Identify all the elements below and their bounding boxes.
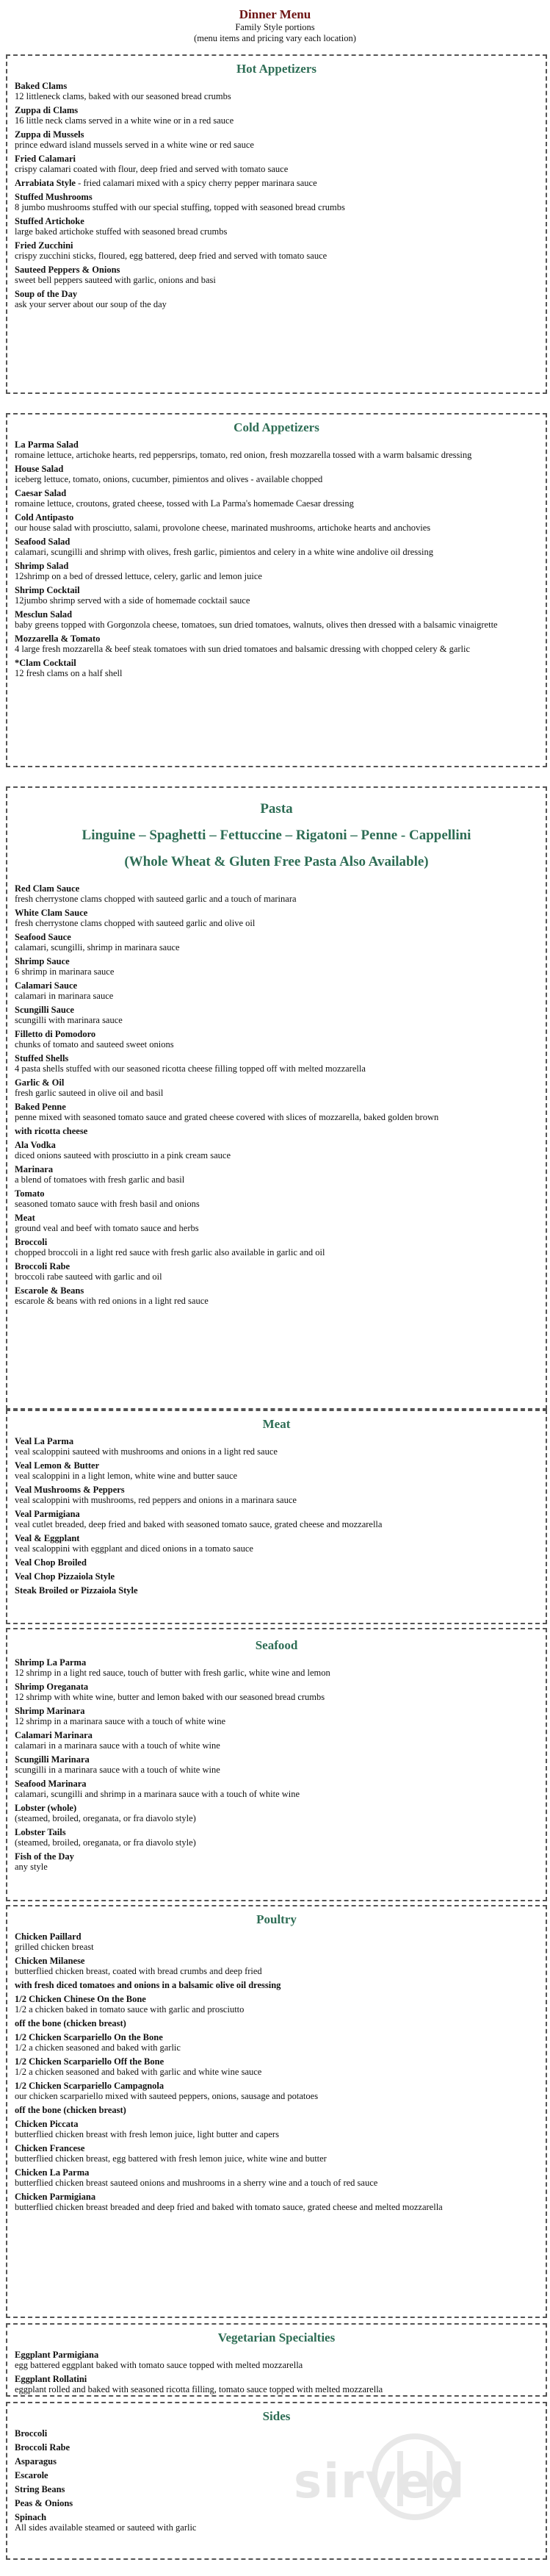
menu-item-description: scungilli in a marinara sauce with a touch of white wine (15, 1765, 220, 1775)
menu-item-description: 6 shrimp in marinara sauce (15, 966, 115, 977)
menu-item (15, 1261, 538, 1282)
menu-item-description: veal cutlet breaded, deep fried and baked with seasoned tomato sauce, grated cheese and mozzarella (15, 1519, 383, 1529)
section-title: Meat (262, 1417, 291, 1431)
menu-item-description: 12 littleneck clams, baked with our seasoned bread crumbs (15, 91, 231, 101)
menu-item-description: our chicken scarpariello mixed with sauteed peppers, onions, sausage and potatoes (15, 2091, 319, 2101)
menu-item (15, 2018, 538, 2028)
menu-item (15, 1213, 538, 1233)
menu-item-description: (steamed, broiled, oreganata, or fra diavolo style) (15, 1837, 196, 1848)
menu-item-name: Zuppa di Mussels (15, 129, 84, 140)
menu-item-name: Fried Zucchini (15, 240, 73, 251)
menu-item (15, 932, 538, 952)
menu-item (15, 1931, 538, 1952)
menu-item (15, 883, 538, 904)
menu-item-name: Chicken Piccata (15, 2119, 79, 2129)
menu-header (0, 0, 550, 54)
menu-item-name: Scungilli Sauce (15, 1005, 74, 1015)
section-meat (6, 1410, 547, 1624)
menu-item-name: Mozzarella & Tomato (15, 634, 101, 644)
section-title: Sides (262, 2409, 291, 2423)
menu-item (15, 1571, 538, 1582)
menu-item-name: Tomato (15, 1188, 45, 1199)
menu-item-name: Baked Penne (15, 1102, 66, 1112)
menu-item (15, 2119, 538, 2139)
menu-item-description: fresh cherrystone clams chopped with sauteed garlic and a touch of marinara (15, 894, 297, 904)
menu-item-description: calamari, scungilli and shrimp with olives, fresh garlic, pimientos and celery in a white wine andolive oil dressing (15, 547, 433, 557)
menu-item-description: 12 fresh clams on a half shell (15, 668, 123, 678)
menu-item-description: ask your server about our soup of the day (15, 299, 167, 309)
menu-item-name: Meat (15, 1213, 35, 1223)
menu-item-description: egg battered eggplant baked with tomato sauce topped with melted mozzarella (15, 2360, 303, 2370)
menu-item (15, 2167, 538, 2188)
section-title: Cold Appetizers (234, 420, 319, 434)
menu-item-description: a blend of tomatoes with fresh garlic and basil (15, 1174, 185, 1185)
menu-item (15, 585, 538, 606)
menu-item-description: All sides available steamed or sauteed with garlic (15, 2522, 197, 2533)
menu-item (15, 1682, 538, 1702)
pasta-types: Linguine – Spaghetti – Fettuccine – Rigatoni – Penne - Cappellini (82, 828, 471, 843)
menu-item-description: escarole & beans with red onions in a light red sauce (15, 1296, 209, 1306)
menu-item (15, 216, 538, 237)
menu-item (15, 1285, 538, 1306)
menu-item-description: (steamed, broiled, oreganata, or fra diavolo style) (15, 1813, 196, 1823)
menu-item (15, 1779, 538, 1799)
menu-item-description: seasoned tomato sauce with fresh basil and onions (15, 1199, 200, 1209)
menu-item-name: Broccoli Rabe (15, 2442, 70, 2453)
menu-item-name: Escarole & Beans (15, 1285, 84, 1296)
menu-item-description: butterflied chicken breast sauteed onions and mushrooms in a sherry wine and a touch of red sauce (15, 2178, 378, 2188)
section-title: Vegetarian Specialties (217, 2331, 336, 2344)
menu-item-name: Calamari Sauce (15, 980, 78, 991)
menu-item-description: 12shrimp on a bed of dressed lettuce, celery, garlic and lemon juice (15, 571, 262, 581)
menu-item-name: House Salad (15, 464, 64, 474)
menu-item (15, 440, 538, 460)
menu-item-name: 1/2 Chicken Scarpariello Off the Bone (15, 2056, 164, 2067)
menu-item (15, 561, 538, 581)
menu-item (15, 1754, 538, 1775)
menu-item (15, 192, 538, 212)
section-hot-appetizers (6, 54, 547, 394)
menu-item (15, 2081, 538, 2101)
menu-item-description: butterflied chicken breast, coated with bread crumbs and deep fried (15, 1966, 262, 1976)
menu-item-description: fresh garlic sauteed in olive oil and basil (15, 1088, 164, 1098)
menu-item-description: 1/2 a chicken seasoned and baked with garlic (15, 2042, 181, 2053)
menu-item-name: 1/2 Chicken Chinese On the Bone (15, 1994, 146, 2004)
menu-item-description: iceberg lettuce, tomato, onions, cucumber, pimientos and olives - available chopped (15, 474, 323, 484)
menu-item-name: Seafood Salad (15, 537, 70, 547)
menu-item-name: Shrimp Oreganata (15, 1682, 89, 1692)
menu-item-name: Chicken Francese (15, 2143, 85, 2153)
menu-item-description: calamari, scungilli and shrimp in a marinara sauce with a touch of white wine (15, 1789, 300, 1799)
menu-item-description: veal scaloppini with eggplant and diced onions in a tomato sauce (15, 1543, 253, 1554)
menu-item (15, 178, 538, 188)
menu-item-description: eggplant rolled and baked with seasoned ricotta filling, tomato sauce topped with melted mozzarella (15, 2384, 383, 2394)
menu-item-description: calamari, scungilli, shrimp in marinara sauce (15, 942, 180, 952)
menu-item-description: calamari in a marinara sauce with a touch of white wine (15, 1740, 220, 1751)
menu-item-name: Cold Antipasto (15, 512, 74, 523)
menu-item-name: Seafood Sauce (15, 932, 71, 942)
section-vegetarian (6, 2323, 547, 2397)
menu-item (15, 1657, 538, 1678)
menu-item-name: Eggplant Rollatini (15, 2374, 87, 2384)
menu-item-description: 12jumbo shrimp served with a side of homemade cocktail sauce (15, 595, 250, 606)
menu-item-description: romaine lettuce, artichoke hearts, red peppersrips, tomato, red onion, fresh mozzarella tossed with a warm balsamic dressing (15, 450, 472, 460)
menu-item-description: baby greens topped with Gorgonzola cheese, tomatoes, sun dried tomatoes, walnuts, olives then dressed with a balsamic vinaigrette (15, 620, 498, 630)
menu-item-description: chopped broccoli in a light red sauce with fresh garlic also available in garlic and oil (15, 1247, 325, 1257)
menu-item (15, 1029, 538, 1050)
menu-item (15, 1557, 538, 1568)
menu-item (15, 1730, 538, 1751)
menu-item-name: Soup of the Day (15, 289, 78, 299)
menu-item-name: Veal Mushrooms & Peppers (15, 1485, 125, 1495)
menu-item (15, 1827, 538, 1848)
menu-item-name: White Clam Sauce (15, 908, 88, 918)
menu-item (15, 1126, 538, 1136)
menu-item (15, 2143, 538, 2164)
menu-item (15, 1485, 538, 1505)
menu-item-description: butterflied chicken breast, egg battered with fresh lemon juice, white wine and butter (15, 2153, 327, 2164)
section-title: Seafood (255, 1638, 298, 1652)
menu-item-description: butterflied chicken breast with fresh lemon juice, light butter and capers (15, 2129, 279, 2139)
menu-item-name: *Clam Cocktail (15, 658, 76, 668)
menu-item-name: Veal Lemon & Butter (15, 1460, 100, 1471)
menu-item (15, 1053, 538, 1074)
menu-item-name: Broccoli (15, 2428, 48, 2439)
menu-item (15, 1237, 538, 1257)
menu-item-description: diced onions sauteed with prosciutto in a pink cream sauce (15, 1150, 231, 1160)
menu-item-description: large baked artichoke stuffed with seasoned bread crumbs (15, 226, 228, 237)
menu-item-name: Ala Vodka (15, 1140, 56, 1150)
menu-item-description: sweet bell peppers sauteed with garlic, onions and basi (15, 275, 216, 285)
menu-item-description: ground veal and beef with tomato sauce and herbs (15, 1223, 199, 1233)
menu-note: (menu items and pricing vary each location) (194, 33, 356, 43)
menu-item-name: Broccoli Rabe (15, 1261, 70, 1271)
menu-item-name: 1/2 Chicken Scarpariello Campagnola (15, 2081, 164, 2091)
menu-item (15, 1077, 538, 1098)
menu-item-name: Asparagus (15, 2456, 57, 2466)
menu-item-name: Scungilli Marinara (15, 1754, 90, 1765)
menu-item (15, 2056, 538, 2077)
menu-item-description: our house salad with prosciutto, salami, provolone cheese, marinated mushrooms, artichoke hearts and anchovies (15, 523, 431, 533)
menu-item-name: Chicken Milanese (15, 1956, 85, 1966)
menu-title: Dinner Menu (239, 7, 311, 21)
menu-item-name: Spinach (15, 2512, 47, 2522)
menu-item (15, 1140, 538, 1160)
menu-item (15, 2428, 538, 2439)
menu-item-name: Garlic & Oil (15, 1077, 65, 1088)
section-cold-appetizers (6, 413, 547, 767)
menu-item-name: Seafood Marinara (15, 1779, 87, 1789)
menu-item (15, 1460, 538, 1481)
menu-item (15, 609, 538, 630)
menu-item (15, 2032, 538, 2053)
menu-item (15, 81, 538, 101)
menu-item (15, 488, 538, 509)
menu-item-name: Stuffed Artichoke (15, 216, 84, 226)
menu-item-name: Red Clam Sauce (15, 883, 80, 894)
menu-item (15, 2512, 538, 2533)
menu-item-description: fresh cherrystone clams chopped with sauteed garlic and olive oil (15, 918, 256, 928)
menu-subtitle: Family Style portions (235, 22, 315, 32)
menu-item-name: Sauteed Peppers & Onions (15, 265, 120, 275)
menu-item-description: any style (15, 1862, 48, 1872)
menu-item-name: with fresh diced tomatoes and onions in a balsamic olive oil dressing (15, 1980, 281, 1990)
menu-item-name: Veal Chop Broiled (15, 1557, 87, 1568)
menu-item-description: penne mixed with seasoned tomato sauce and grated cheese covered with slices of mozzarella, baked golden brown (15, 1112, 439, 1122)
menu-item (15, 105, 538, 126)
menu-item (15, 1533, 538, 1554)
menu-item-name: La Parma Salad (15, 440, 79, 450)
menu-item (15, 1851, 538, 1872)
menu-item-description: 4 large fresh mozzarella & beef steak tomatoes with sun dried tomatoes and balsamic dressing with chopped celery & garlic (15, 644, 471, 654)
menu-item-name: Chicken La Parma (15, 2167, 90, 2178)
pasta-note: (Whole Wheat & Gluten Free Pasta Also Available) (124, 854, 429, 869)
menu-item-description: calamari in marinara sauce (15, 991, 114, 1001)
menu-item (15, 464, 538, 484)
menu-item-description: 8 jumbo mushrooms stuffed with our special stuffing, topped with seasoned bread crumbs (15, 202, 345, 212)
menu-item-description: butterflied chicken breast breaded and deep fried and baked with tomato sauce, grated cheese and melted mozzarella (15, 2202, 443, 2212)
menu-item-description: 12 shrimp in a marinara sauce with a touch of white wine (15, 1716, 226, 1726)
menu-item-name: Zuppa di Clams (15, 105, 79, 115)
menu-item-description: scungilli with marinara sauce (15, 1015, 123, 1025)
menu-item (15, 1188, 538, 1209)
section-seafood (6, 1628, 547, 1901)
menu-item-name: Eggplant Parmigiana (15, 2350, 99, 2360)
menu-item-name: 1/2 Chicken Scarpariello On the Bone (15, 2032, 163, 2042)
menu-item (15, 1509, 538, 1529)
menu-item-description: 12 shrimp with white wine, butter and lemon baked with our seasoned bread crumbs (15, 1692, 325, 1702)
menu-item-description: grilled chicken breast (15, 1942, 94, 1952)
menu-item-description: crispy calamari coated with flour, deep fried and served with tomato sauce (15, 164, 289, 174)
section-pasta (6, 786, 547, 1410)
menu-item-description: veal scaloppini in a light lemon, white wine and butter sauce (15, 1471, 238, 1481)
section-title: Poultry (256, 1912, 297, 1926)
menu-item-name: Veal La Parma (15, 1436, 74, 1446)
menu-item-name: Fried Calamari (15, 154, 76, 164)
menu-item (15, 1436, 538, 1457)
menu-item-name: Marinara (15, 1164, 54, 1174)
menu-item-name: Filletto di Pomodoro (15, 1029, 96, 1039)
menu-item-description: 16 little neck clams served in a white wine or in a red sauce (15, 115, 234, 126)
menu-item (15, 289, 538, 309)
menu-item (15, 2442, 538, 2453)
menu-item-name: Baked Clams (15, 81, 68, 91)
menu-item-description: 4 pasta shells stuffed with our seasoned ricotta cheese filling topped off with melted mozzarella (15, 1063, 366, 1074)
menu-item (15, 956, 538, 977)
menu-item (15, 1994, 538, 2014)
menu-item-name: Escarole (15, 2470, 48, 2480)
menu-item (15, 980, 538, 1001)
menu-item-name: Arrabiata Style (15, 178, 76, 188)
menu-item-name: String Beans (15, 2484, 65, 2494)
menu-item-name: off the bone (chicken breast) (15, 2018, 126, 2028)
menu-item-name: Chicken Parmigiana (15, 2192, 96, 2202)
menu-item-name: Calamari Marinara (15, 1730, 93, 1740)
menu-item-description: 1/2 a chicken seasoned and baked with garlic and white wine sauce (15, 2067, 262, 2077)
menu-item (15, 1706, 538, 1726)
section-title: Pasta (260, 801, 293, 817)
menu-item (15, 1005, 538, 1025)
menu-item-description: broccoli rabe sauteed with garlic and oil (15, 1271, 162, 1282)
menu-item (15, 265, 538, 285)
menu-item (15, 658, 538, 678)
menu-item-name: Caesar Salad (15, 488, 67, 498)
menu-item-description: - fried calamari mixed with a spicy cherry pepper marinara sauce (75, 178, 317, 188)
menu-item-name: Veal & Eggplant (15, 1533, 80, 1543)
section-title: Hot Appetizers (236, 62, 317, 76)
menu-item-name: Peas & Onions (15, 2498, 73, 2508)
menu-item-name: with ricotta cheese (15, 1126, 88, 1136)
menu-item (15, 1803, 538, 1823)
section-poultry (6, 1905, 547, 2318)
menu-item-name: Steak Broiled or Pizzaiola Style (15, 1585, 138, 1596)
menu-item (15, 2374, 538, 2394)
menu-item-description: crispy zucchini sticks, floured, egg battered, deep fried and served with tomato sauce (15, 251, 328, 261)
menu-item (15, 2350, 538, 2370)
menu-item-name: Shrimp Salad (15, 561, 69, 571)
menu-item-name: Lobster (whole) (15, 1803, 77, 1813)
menu-item-name: Veal Chop Pizzaiola Style (15, 1571, 115, 1582)
menu-item (15, 1164, 538, 1185)
menu-item-name: Mesclun Salad (15, 609, 73, 620)
menu-item (15, 154, 538, 174)
menu-item (15, 512, 538, 533)
menu-item (15, 1980, 538, 1990)
menu-item-description: veal scaloppini sauteed with mushrooms and onions in a light red sauce (15, 1446, 278, 1457)
menu-item-name: off the bone (chicken breast) (15, 2105, 126, 2115)
menu-item-name: Stuffed Mushrooms (15, 192, 93, 202)
menu-item-description: 12 shrimp in a light red sauce, touch of butter with fresh garlic, white wine and lemon (15, 1668, 330, 1678)
menu-item-description: 1/2 a chicken baked in tomato sauce with garlic and prosciutto (15, 2004, 245, 2014)
menu-item-name: Broccoli (15, 1237, 48, 1247)
menu-item-name: Shrimp Cocktail (15, 585, 80, 595)
menu-item-description: romaine lettuce, croutons, grated cheese, tossed with La Parma's homemade Caesar dressing (15, 498, 354, 509)
menu-item (15, 1585, 538, 1596)
menu-item-name: Shrimp La Parma (15, 1657, 87, 1668)
menu-item (15, 240, 538, 261)
menu-item-name: Stuffed Shells (15, 1053, 69, 1063)
menu-item-description: veal scaloppini with mushrooms, red peppers and onions in a marinara sauce (15, 1495, 297, 1505)
menu-item (15, 129, 538, 150)
menu-item-name: Lobster Tails (15, 1827, 66, 1837)
menu-item (15, 1956, 538, 1976)
watermark-text: sirved (294, 2455, 466, 2509)
menu-item-description: prince edward island mussels served in a white wine or red sauce (15, 140, 254, 150)
menu-item (15, 634, 538, 654)
menu-item (15, 537, 538, 557)
menu-item-name: Veal Parmigiana (15, 1509, 80, 1519)
menu-item-name: Shrimp Sauce (15, 956, 70, 966)
menu-item-description: chunks of tomato and sauteed sweet onions (15, 1039, 174, 1050)
menu-item (15, 1102, 538, 1122)
menu-item (15, 908, 538, 928)
menu-item-name: Fish of the Day (15, 1851, 74, 1862)
menu-item-name: Chicken Paillard (15, 1931, 82, 1942)
menu-item-name: Shrimp Marinara (15, 1706, 85, 1716)
menu-item (15, 2105, 538, 2115)
menu-item (15, 2192, 538, 2212)
